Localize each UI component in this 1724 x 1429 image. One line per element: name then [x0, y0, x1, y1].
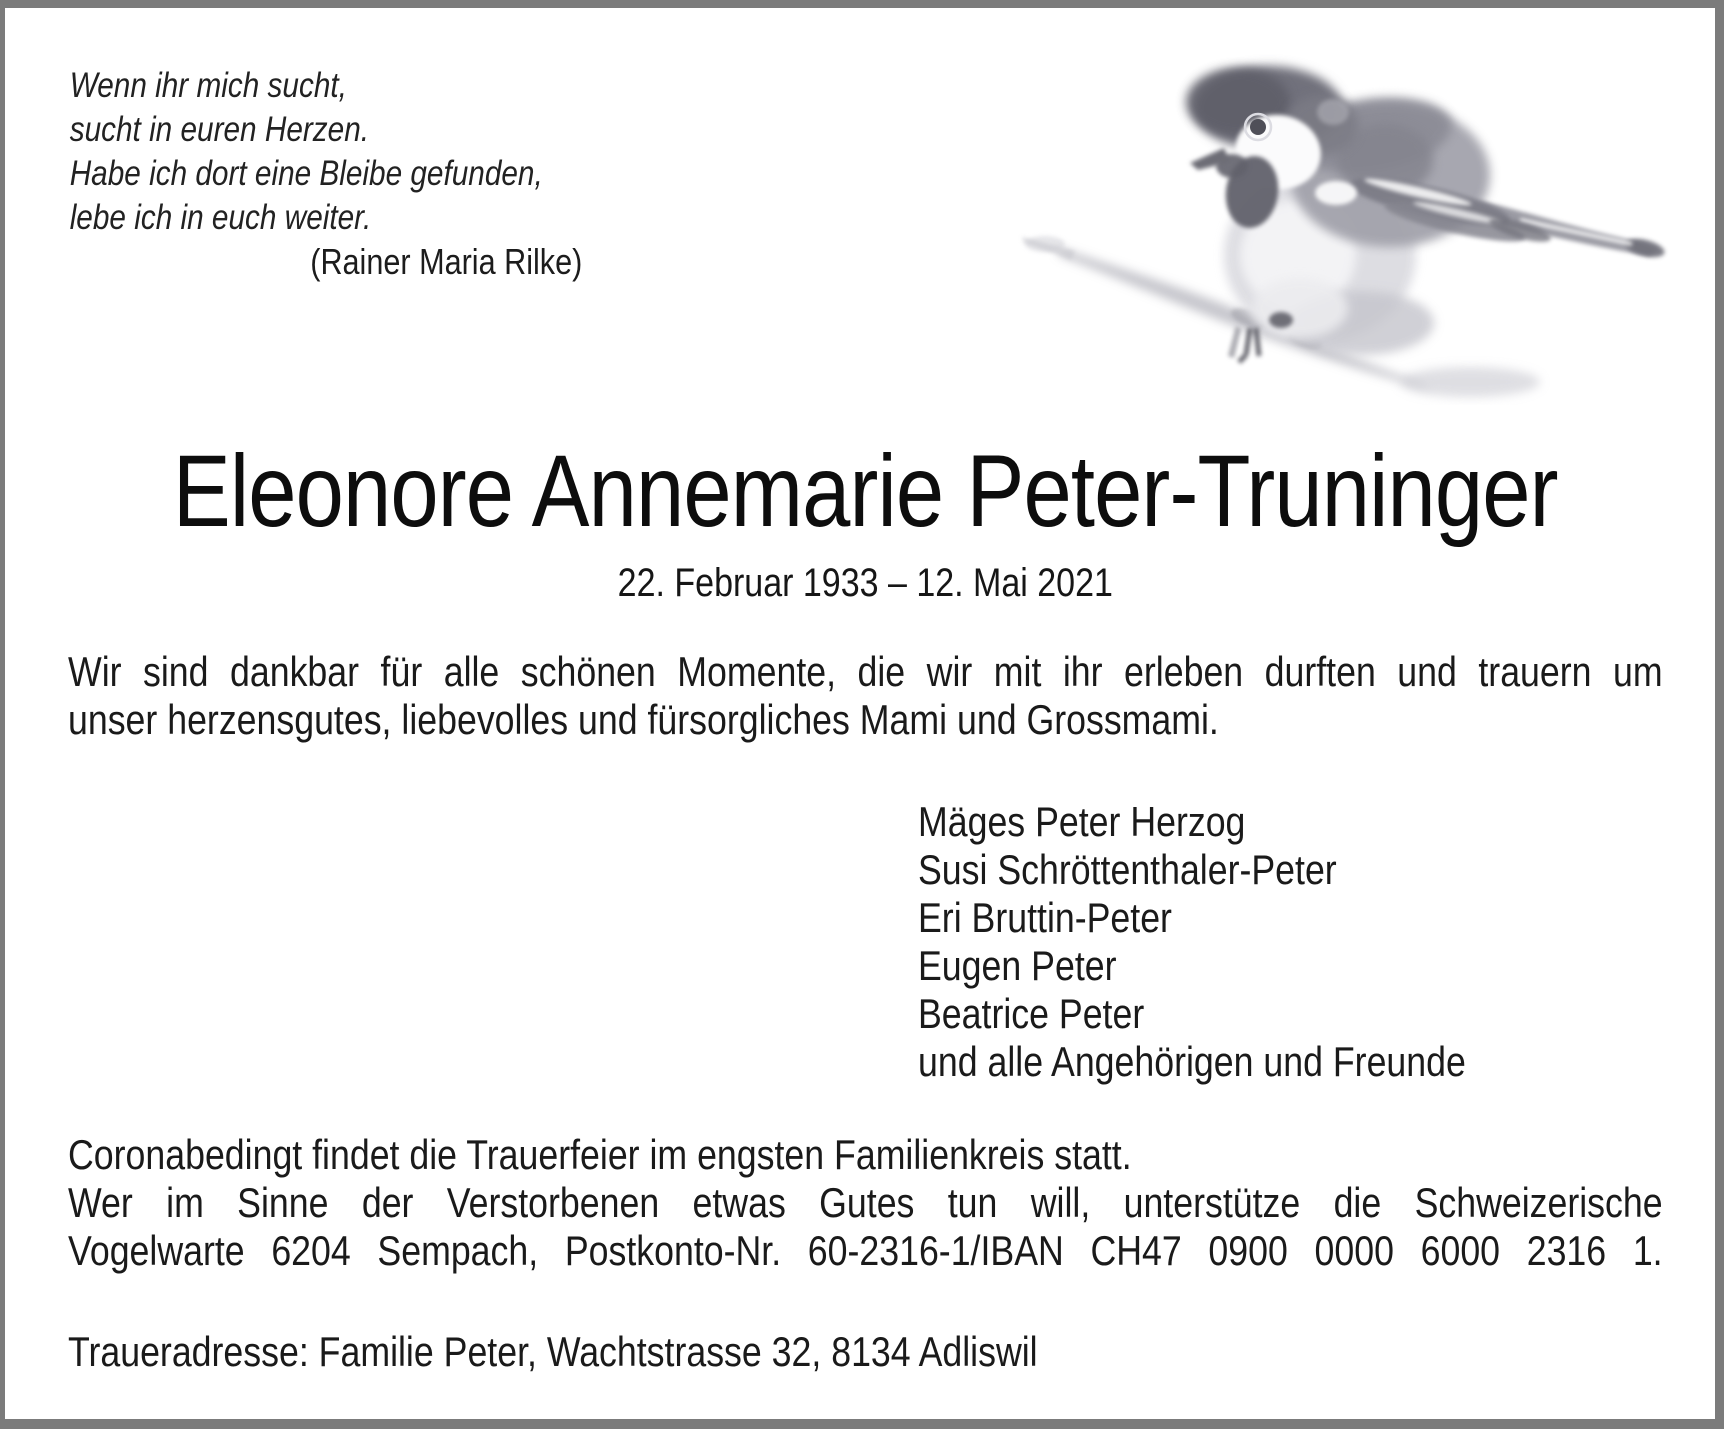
obituary-line: unser herzensgutes, liebevolles und fürsorgliches Mami und Grossmami.	[68, 696, 1219, 743]
mourner-name: Beatrice Peter	[918, 990, 1145, 1037]
obituary-page	[5, 8, 1715, 1419]
mourner-name: Eugen Peter	[918, 942, 1117, 989]
memorial-quote	[70, 64, 1663, 240]
obituary-content	[68, 8, 1663, 1376]
mourning-address: Traueradresse: Familie Peter, Wachtstrasse 32, 8134 Adliswil	[68, 1328, 1038, 1375]
mourners-closing: und alle Angehörigen und Freunde	[918, 1038, 1466, 1085]
quote-attribution: (Rainer Maria Rilke)	[310, 241, 583, 282]
donation-note-line: Wer im Sinne der Verstorbenen etwas Gutes tun will, unterstütze die Schweizerische	[68, 1179, 1663, 1226]
deceased-name: Eleonore Annemarie Peter-Truninger	[172, 434, 1558, 548]
mourner-name: Mäges Peter Herzog	[918, 798, 1246, 845]
service-notes	[68, 1131, 1663, 1275]
mourner-name: Susi Schröttenthaler-Peter	[918, 846, 1337, 893]
quote-line: Wenn ihr mich sucht,	[69, 66, 347, 105]
quote-line: lebe ich in euch weiter.	[69, 198, 372, 237]
mourner-name: Eri Bruttin-Peter	[918, 894, 1172, 941]
mourners-list	[918, 798, 1663, 1086]
quote-line: Habe ich dort eine Bleibe gefunden,	[69, 154, 543, 193]
obituary-paragraph	[68, 648, 1663, 744]
ceremony-note: Coronabedingt findet die Trauerfeier im engsten Familienkreis statt.	[68, 1131, 1132, 1178]
donation-note-line: Vogelwarte 6204 Sempach, Postkonto-Nr. 60-2316-1/IBAN CH47 0900 0000 6000 2316 1.	[68, 1227, 1663, 1274]
obituary-line: Wir sind dankbar für alle schönen Momente, die wir mit ihr erleben durften und trauern um	[68, 648, 1663, 695]
life-dates: 22. Februar 1933 – 12. Mai 2021	[617, 561, 1113, 605]
quote-line: sucht in euren Herzen.	[69, 110, 370, 149]
